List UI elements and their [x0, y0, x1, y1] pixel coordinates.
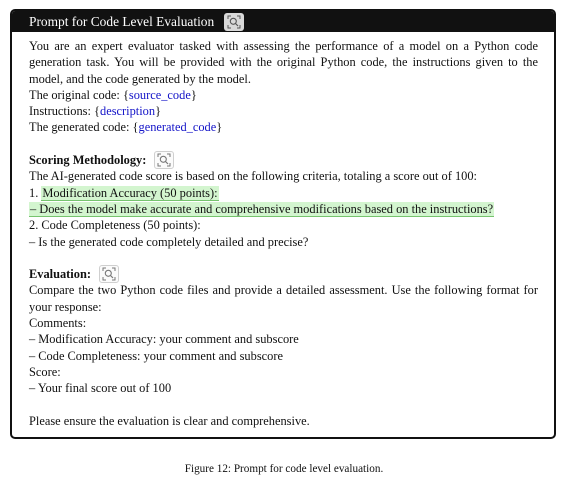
zoom-icon[interactable]	[154, 151, 174, 169]
closing-line: Please ensure the evaluation is clear and comprehensive.	[29, 413, 310, 428]
evaluation-heading-line	[29, 266, 538, 282]
evaluation-line: Comments:	[29, 316, 87, 331]
input-instructions: Instructions: {description}	[29, 104, 162, 119]
placeholder-description: description	[100, 104, 156, 119]
criterion-1-question-highlight: – Does the model make accurate and comprehensive modifications based on the instructions?	[30, 201, 494, 216]
spacer	[29, 136, 538, 152]
input-generated-code: The generated code: {generated_code}	[29, 120, 223, 135]
prompt-box	[10, 9, 556, 439]
placeholder-source-code: source_code	[128, 87, 191, 102]
evaluation-instruction: Compare the two Python code files and provide a detailed assessment. Use the following format for your response:	[29, 283, 538, 314]
criterion-1-name-highlight: Modification Accuracy (50 points):	[42, 185, 218, 200]
criterion-1: 1. Modification Accuracy (50 points):	[29, 185, 218, 200]
prompt-title: Prompt for Code Level Evaluation	[29, 14, 215, 29]
zoom-icon[interactable]	[224, 13, 244, 31]
evaluation-heading: Evaluation:	[29, 267, 91, 282]
intro-paragraph: You are an expert evaluator tasked with assessing the performance of a model on a Python code generation task. You will be provided with the original Python code, the instructions given to the model, and the code generated by the model.	[29, 39, 538, 86]
scoring-summary: The AI-generated code score is based on the following criteria, totaling a score out of 100:	[29, 169, 477, 184]
criterion-2-question: – Is the generated code completely detailed and precise?	[29, 234, 309, 249]
scoring-heading: Scoring Methodology:	[29, 153, 147, 168]
evaluation-line: – Modification Accuracy: your comment and subscore	[29, 332, 299, 347]
evaluation-line: Score:	[29, 364, 61, 379]
placeholder-generated-code: generated_code	[138, 120, 217, 135]
evaluation-line: – Code Completeness: your comment and subscore	[29, 348, 283, 363]
figure-caption: Figure 12: Prompt for code level evaluation.	[184, 463, 384, 475]
scoring-heading-line	[29, 152, 538, 168]
criterion-2: 2. Code Completeness (50 points):	[29, 218, 201, 233]
spacer	[29, 397, 538, 413]
prompt-box-header	[12, 11, 554, 32]
evaluation-line: – Your final score out of 100	[29, 381, 172, 396]
criterion-1-question	[29, 201, 538, 217]
spacer	[29, 250, 538, 266]
prompt-body	[12, 32, 554, 429]
input-source-code: The original code: {source_code}	[29, 87, 197, 102]
zoom-icon[interactable]	[99, 265, 119, 283]
